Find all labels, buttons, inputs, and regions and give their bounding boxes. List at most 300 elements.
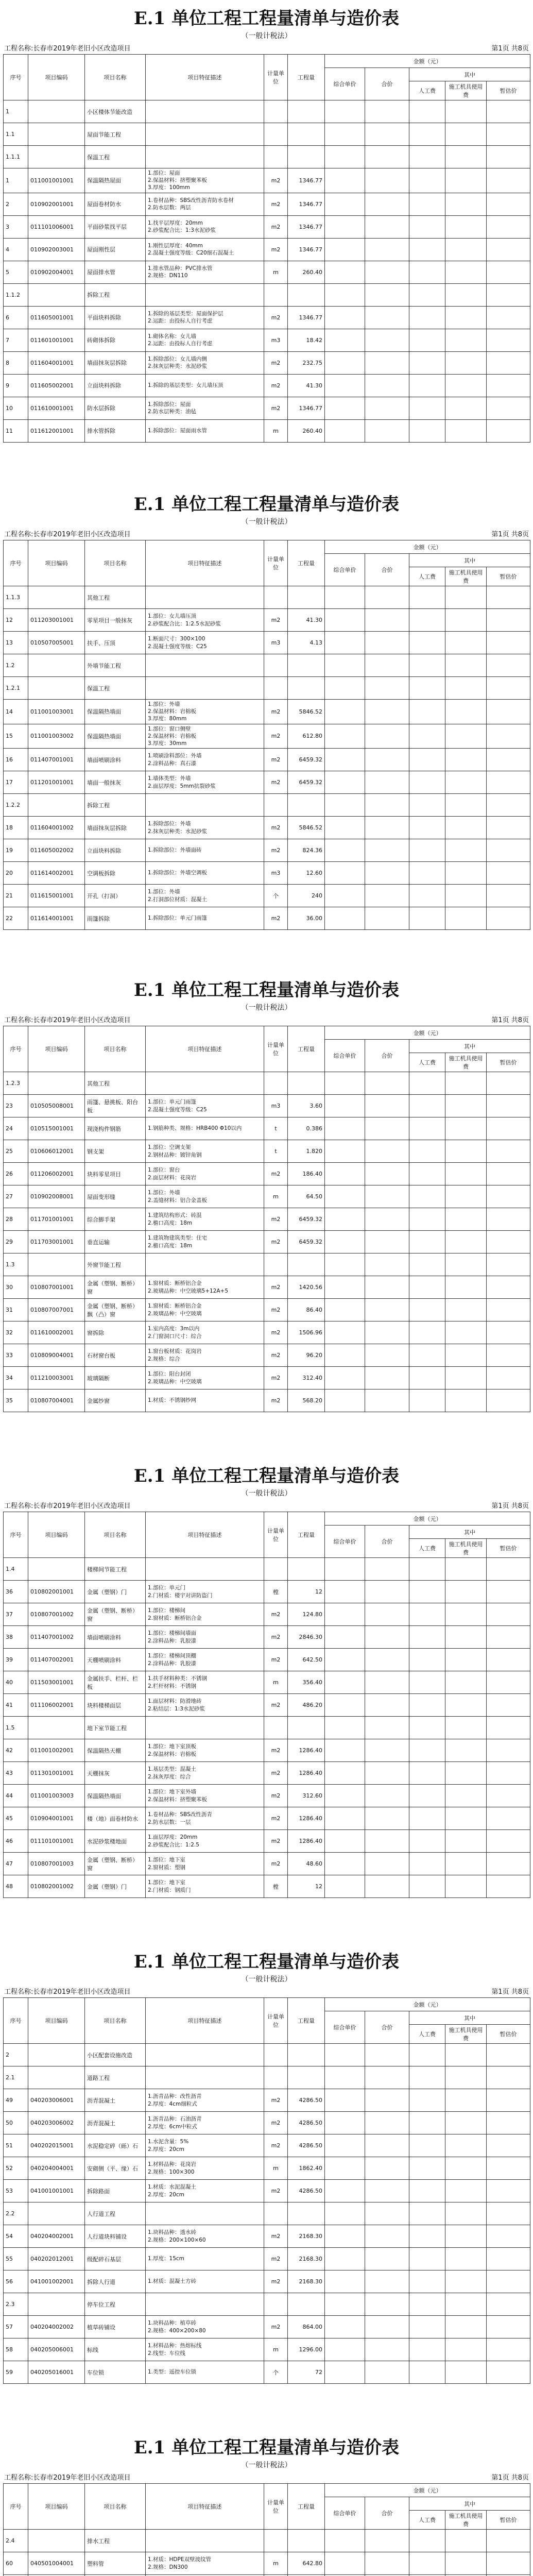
cell-provisional: [487, 100, 530, 123]
cell-unit-price: [325, 2066, 365, 2089]
page-title: E.1 单位工程工程量清单与造价表: [133, 494, 400, 515]
cell-unit: m2: [264, 817, 288, 839]
table-row: [4, 2202, 530, 2225]
cell-unit-price: [325, 123, 365, 146]
cell-labor: [409, 146, 445, 168]
cell-code: 011407001002: [28, 1626, 85, 1649]
cell-code: 011206002001: [28, 1163, 85, 1185]
cell-unit: m: [264, 2552, 288, 2575]
col-unit-price: 综合单价: [325, 2497, 365, 2530]
cell-provisional: [487, 1626, 530, 1649]
cell-equipment: [445, 771, 487, 794]
cell-equipment: [445, 1072, 487, 1095]
cell-unit-price: [325, 2316, 365, 2338]
cell-unit-price: [325, 632, 365, 654]
cell-unit: m: [264, 1185, 288, 1208]
cell-total: [365, 632, 409, 654]
cell-unit: m2: [264, 1389, 288, 1412]
cell-labor: [409, 168, 445, 193]
cell-equipment: [445, 817, 487, 839]
page-title: E.1 单位工程工程量清单与造价表: [133, 2437, 400, 2458]
project-name: 工程名称:长春市2019年老旧小区改造项目: [4, 531, 131, 538]
cell-provisional: [487, 193, 530, 215]
table-row: [4, 2361, 530, 2384]
table-row: [4, 1739, 530, 1762]
table-row: [4, 1299, 530, 1321]
col-equipment: 施工机具使用费: [445, 567, 487, 586]
cell-equipment: [445, 1276, 487, 1299]
cell-equipment: [445, 283, 487, 306]
cell-unit: [264, 283, 288, 306]
cell-unit: m: [264, 261, 288, 283]
cell-seq: 36: [4, 1581, 28, 1603]
cell-unit: m2: [264, 700, 288, 724]
cell-unit: m: [264, 2338, 288, 2361]
col-unit: 计量单位: [264, 1026, 288, 1072]
table-row: [4, 2112, 530, 2134]
cell-unit-price: [325, 168, 365, 193]
cell-seq: 47: [4, 1853, 28, 1875]
bq-table: [3, 2483, 530, 2576]
table-row: [4, 1603, 530, 1626]
cell-provisional: [487, 2044, 530, 2066]
cell-unit: m3: [264, 329, 288, 351]
col-total: 合价: [365, 554, 409, 586]
cell-total: [365, 1717, 409, 1739]
cell-unit-price: [325, 1830, 365, 1853]
cell-labor: [409, 261, 445, 283]
cell-code: [28, 146, 85, 168]
cell-equipment: [445, 885, 487, 907]
cell-feature: 1.部位：楼梯间顶棚 2.涂料品种：乳胶漆: [146, 1649, 264, 1671]
col-qty: 工程量: [288, 55, 325, 100]
cell-provisional: [487, 1276, 530, 1299]
cell-code: 011407001001: [28, 749, 85, 771]
cell-labor: [409, 2248, 445, 2270]
cell-feature: 1.材料品种：花岗岩 2.规格：100×300: [146, 2157, 264, 2180]
cell-qty: 86.40: [288, 1299, 325, 1321]
cell-labor: [409, 1389, 445, 1412]
cell-labor: [409, 817, 445, 839]
cell-unit-price: [325, 1807, 365, 1830]
cell-labor: [409, 1095, 445, 1117]
cell-seq: 53: [4, 2180, 28, 2202]
cell-feature: [146, 1253, 264, 1276]
cell-labor: [409, 749, 445, 771]
cell-total: [365, 168, 409, 193]
cell-seq: 32: [4, 1321, 28, 1344]
cell-provisional: [487, 1321, 530, 1344]
cell-labor: [409, 839, 445, 862]
cell-unit: 个: [264, 2361, 288, 2384]
cell-total: [365, 2202, 409, 2225]
cell-qty: 1346.77: [288, 306, 325, 329]
bq-table: [3, 1512, 530, 1898]
table-row: [4, 215, 530, 238]
cell-name: 金属扶手、栏杆、栏板: [85, 1671, 146, 1694]
cell-labor: [409, 1875, 445, 1898]
cell-unit-price: [325, 100, 365, 123]
project-name: 工程名称:长春市2019年老旧小区改造项目: [4, 1988, 131, 1996]
cell-seq: 6: [4, 306, 28, 329]
bq-table: [3, 54, 530, 443]
cell-seq: 40: [4, 1671, 28, 1694]
cell-qty: [288, 2293, 325, 2316]
cell-qty: 642.80: [288, 2552, 325, 2575]
col-unit: 计量单位: [264, 2484, 288, 2530]
cell-labor: [409, 2202, 445, 2225]
cell-provisional: [487, 1830, 530, 1853]
cell-seq: 35: [4, 1389, 28, 1412]
cell-equipment: [445, 1140, 487, 1163]
table-row: [4, 862, 530, 885]
cell-unit-price: [325, 193, 365, 215]
cell-unit-price: [325, 215, 365, 238]
cell-feature: 1.找平层厚度：20mm 2.砂浆配合比：1:3水泥砂浆: [146, 215, 264, 238]
cell-feature: 1.建筑结构形式：砖混 2.檐口高度：18m: [146, 1208, 264, 1231]
cell-total: [365, 1626, 409, 1649]
table-row: [4, 1231, 530, 1253]
cell-name: 平面砂浆找平层: [85, 215, 146, 238]
cell-labor: [409, 1671, 445, 1694]
cell-seq: 29: [4, 1231, 28, 1253]
cell-provisional: [487, 839, 530, 862]
cell-labor: [409, 1253, 445, 1276]
cell-unit: m2: [264, 1163, 288, 1185]
cell-unit: m2: [264, 1626, 288, 1649]
cell-total: [365, 215, 409, 238]
cell-qty: 312.40: [288, 1367, 325, 1389]
cell-equipment: [445, 1231, 487, 1253]
cell-equipment: [445, 1344, 487, 1367]
cell-unit: m2: [264, 1321, 288, 1344]
cell-labor: [409, 609, 445, 632]
cell-unit-price: [325, 1875, 365, 1898]
cell-equipment: [445, 700, 487, 724]
cell-feature: [146, 2530, 264, 2552]
cell-qty: 486.20: [288, 1694, 325, 1717]
col-qty: 工程量: [288, 1512, 325, 1558]
cell-qty: 41.30: [288, 609, 325, 632]
cell-qty: 48.60: [288, 1853, 325, 1875]
cell-equipment: [445, 2044, 487, 2066]
cell-labor: [409, 1117, 445, 1140]
cell-equipment: [445, 2202, 487, 2225]
table-row: [4, 1830, 530, 1853]
cell-code: 011614002001: [28, 862, 85, 885]
cell-unit-price: [325, 1095, 365, 1117]
cell-qty: 1420.56: [288, 1276, 325, 1299]
cell-unit-price: [325, 885, 365, 907]
cell-qty: 232.75: [288, 351, 325, 374]
cell-qty: [288, 2066, 325, 2089]
cell-unit-price: [325, 749, 365, 771]
cell-unit: m2: [264, 839, 288, 862]
cell-unit: m2: [264, 1231, 288, 1253]
cell-unit-price: [325, 283, 365, 306]
cell-seq: 34: [4, 1367, 28, 1389]
cell-total: [365, 1671, 409, 1694]
cell-qty: 1.820: [288, 1140, 325, 1163]
cell-unit: m2: [264, 1762, 288, 1785]
cell-total: [365, 146, 409, 168]
cell-total: [365, 1853, 409, 1875]
cell-name: 墙面抹灰层拆除: [85, 351, 146, 374]
cell-equipment: [445, 609, 487, 632]
cell-feature: 1.块料品种：透水砖 2.规格：200×100×60: [146, 2225, 264, 2248]
cell-unit: m2: [264, 397, 288, 419]
cell-unit: [264, 654, 288, 677]
cell-total: [365, 1208, 409, 1231]
col-qty: 工程量: [288, 1026, 325, 1072]
cell-equipment: [445, 1095, 487, 1117]
page-meta: [3, 2472, 530, 2483]
col-provisional: 暂估价: [487, 1539, 530, 1558]
cell-equipment: [445, 2248, 487, 2270]
cell-name: 零星项目一般抹灰: [85, 609, 146, 632]
cell-provisional: [487, 2180, 530, 2202]
cell-provisional: [487, 397, 530, 419]
cell-unit: m2: [264, 2248, 288, 2270]
cell-unit: m2: [264, 1807, 288, 1830]
cell-total: [365, 1344, 409, 1367]
header-row: [4, 55, 530, 68]
cell-unit: [264, 2293, 288, 2316]
col-amount: 金额（元）: [325, 1998, 530, 2011]
cell-labor: [409, 724, 445, 749]
table-row: [4, 2134, 530, 2157]
cell-unit: m: [264, 419, 288, 442]
cell-total: [365, 2293, 409, 2316]
cell-code: 010802001001: [28, 1581, 85, 1603]
cell-labor: [409, 215, 445, 238]
cell-total: [365, 724, 409, 749]
cell-name: 立面块料拆除: [85, 374, 146, 397]
cell-labor: [409, 2044, 445, 2066]
table-row: [4, 700, 530, 724]
cell-feature: 1.拆除部位：屋面雨水管: [146, 419, 264, 442]
cell-code: [28, 123, 85, 146]
col-qty: 工程量: [288, 1998, 325, 2044]
cell-total: [365, 2248, 409, 2270]
cell-labor: [409, 2066, 445, 2089]
table-row: [4, 1140, 530, 1163]
cell-unit-price: [325, 1762, 365, 1785]
cell-unit: m2: [264, 306, 288, 329]
cell-unit-price: [325, 1344, 365, 1367]
cell-equipment: [445, 1694, 487, 1717]
cell-provisional: [487, 2316, 530, 2338]
cell-qty: [288, 1072, 325, 1095]
col-code: 项目编码: [28, 1026, 85, 1072]
cell-total: [365, 1095, 409, 1117]
cell-name: 屋面刚性层: [85, 238, 146, 261]
cell-qty: 260.40: [288, 261, 325, 283]
cell-provisional: [487, 1762, 530, 1785]
cell-provisional: [487, 2361, 530, 2384]
cell-equipment: [445, 2134, 487, 2157]
cell-seq: 11: [4, 419, 28, 442]
cell-feature: 1.块料品种：植草砖 2.规格：400×200×80: [146, 2316, 264, 2338]
cell-equipment: [445, 397, 487, 419]
cell-feature: 1.拆除部位：外墙空调板: [146, 862, 264, 885]
page-meta: [3, 1986, 530, 1997]
cell-unit: m2: [264, 168, 288, 193]
page-title: E.1 单位工程工程量清单与造价表: [133, 1466, 400, 1486]
cell-equipment: [445, 1253, 487, 1276]
page-subtitle: （一般计税法）: [241, 32, 292, 40]
table-row: [4, 2316, 530, 2338]
cell-feature: 1.材质：水泥混凝土 2.厚度：20cm: [146, 2180, 264, 2202]
table-row: [4, 677, 530, 700]
cell-total: [365, 397, 409, 419]
col-code: 项目编码: [28, 1998, 85, 2044]
cell-total: [365, 700, 409, 724]
cell-name: 拆除工程: [85, 794, 146, 817]
cell-unit: [264, 1253, 288, 1276]
cell-seq: 1.2.2: [4, 794, 28, 817]
cell-name: 地下室节能工程: [85, 1717, 146, 1739]
cell-code: 010802001002: [28, 1875, 85, 1898]
cell-equipment: [445, 654, 487, 677]
col-unit-price: 综合单价: [325, 1040, 365, 1072]
cell-labor: [409, 1185, 445, 1208]
cell-provisional: [487, 1163, 530, 1185]
cell-code: 010809004001: [28, 1344, 85, 1367]
cell-code: 011201001001: [28, 771, 85, 794]
cell-seq: 16: [4, 749, 28, 771]
cell-total: [365, 771, 409, 794]
cell-total: [365, 1367, 409, 1389]
cell-code: 011701001001: [28, 1208, 85, 1231]
cell-qty: 72: [288, 2361, 325, 2384]
cell-name: 保温工程: [85, 677, 146, 700]
table-row: [4, 1875, 530, 1898]
table-row: [4, 1072, 530, 1095]
cell-name: 排水管拆除: [85, 419, 146, 442]
cell-qty: 4286.50: [288, 2089, 325, 2112]
cell-unit-price: [325, 1299, 365, 1321]
cell-code: 011610001001: [28, 397, 85, 419]
cell-seq: 54: [4, 2225, 28, 2248]
cell-qty: 240: [288, 885, 325, 907]
cell-total: [365, 1389, 409, 1412]
cell-seq: 1.4: [4, 1558, 28, 1581]
cell-unit: m2: [264, 2270, 288, 2293]
cell-name: 道路工程: [85, 2066, 146, 2089]
table-row: [4, 374, 530, 397]
cell-qty: 568.20: [288, 1389, 325, 1412]
cell-equipment: [445, 123, 487, 146]
cell-provisional: [487, 2270, 530, 2293]
cell-code: 010807004001: [28, 1389, 85, 1412]
cell-unit: m2: [264, 1739, 288, 1762]
cell-name: 窗拆除: [85, 1321, 146, 1344]
table-row: [4, 1785, 530, 1807]
cell-unit-price: [325, 677, 365, 700]
cell-total: [365, 1299, 409, 1321]
table-row: [4, 2066, 530, 2089]
cell-provisional: [487, 2134, 530, 2157]
cell-feature: 1.窗材质：断桥铝合金 2.玻璃品种：中空玻璃: [146, 1299, 264, 1321]
cell-unit-price: [325, 238, 365, 261]
cell-total: [365, 1276, 409, 1299]
cell-seq: 4: [4, 238, 28, 261]
cell-seq: 59: [4, 2361, 28, 2384]
page-title: E.1 单位工程工程量清单与造价表: [133, 8, 400, 29]
cell-provisional: [487, 2552, 530, 2575]
col-including: 其中: [409, 68, 530, 81]
cell-labor: [409, 1762, 445, 1785]
col-including: 其中: [409, 1040, 530, 1053]
cell-labor: [409, 2361, 445, 2384]
col-feature: 项目特征描述: [146, 1512, 264, 1558]
cell-qty: [288, 586, 325, 609]
cell-qty: 1862.40: [288, 2157, 325, 2180]
cell-provisional: [487, 1581, 530, 1603]
cell-labor: [409, 419, 445, 442]
cell-unit: m2: [264, 2112, 288, 2134]
cell-feature: 1.部位：地下室 2.窗材质：塑钢: [146, 1853, 264, 1875]
col-equipment: 施工机具使用费: [445, 1539, 487, 1558]
cell-provisional: [487, 1717, 530, 1739]
page-meta: [3, 529, 530, 540]
cell-provisional: [487, 261, 530, 283]
cell-feature: 1.材料品种：热熔标线 2.线型：车位线: [146, 2338, 264, 2361]
table-row: [4, 1253, 530, 1276]
cell-qty: 36.00: [288, 907, 325, 930]
cell-qty: 1346.77: [288, 238, 325, 261]
cell-labor: [409, 1231, 445, 1253]
cell-feature: 1.窗台板材质：花岗岩 2.规格：综合: [146, 1344, 264, 1367]
cell-unit-price: [325, 1558, 365, 1581]
cell-unit: [264, 100, 288, 123]
cell-provisional: [487, 1694, 530, 1717]
cell-unit-price: [325, 2248, 365, 2270]
page-meta: [3, 43, 530, 54]
cell-code: [28, 1253, 85, 1276]
cell-name: 人行道工程: [85, 2202, 146, 2225]
cell-unit: [264, 794, 288, 817]
cell-unit: m2: [264, 2225, 288, 2248]
cell-total: [365, 100, 409, 123]
table-row: [4, 351, 530, 374]
bq-page: [0, 2429, 533, 2576]
project-name: 工程名称:长春市2019年老旧小区改造项目: [4, 1016, 131, 1024]
cell-labor: [409, 700, 445, 724]
cell-provisional: [487, 215, 530, 238]
table-row: [4, 2552, 530, 2575]
cell-unit: m2: [264, 238, 288, 261]
cell-provisional: [487, 749, 530, 771]
cell-equipment: [445, 2157, 487, 2180]
cell-seq: 2: [4, 2044, 28, 2066]
cell-labor: [409, 1807, 445, 1830]
cell-code: [28, 1072, 85, 1095]
cell-qty: 124.80: [288, 1603, 325, 1626]
cell-unit-price: [325, 2530, 365, 2552]
cell-seq: 2: [4, 193, 28, 215]
cell-seq: 20: [4, 862, 28, 885]
project-name: 工程名称:长春市2019年老旧小区改造项目: [4, 45, 131, 53]
cell-feature: [146, 1558, 264, 1581]
cell-unit-price: [325, 2552, 365, 2575]
cell-provisional: [487, 2066, 530, 2089]
cell-seq: 2.1: [4, 2066, 28, 2089]
table-row: [4, 261, 530, 283]
cell-seq: 33: [4, 1344, 28, 1367]
cell-name: 金属（塑钢、断桥）飘（凸）窗: [85, 1299, 146, 1321]
